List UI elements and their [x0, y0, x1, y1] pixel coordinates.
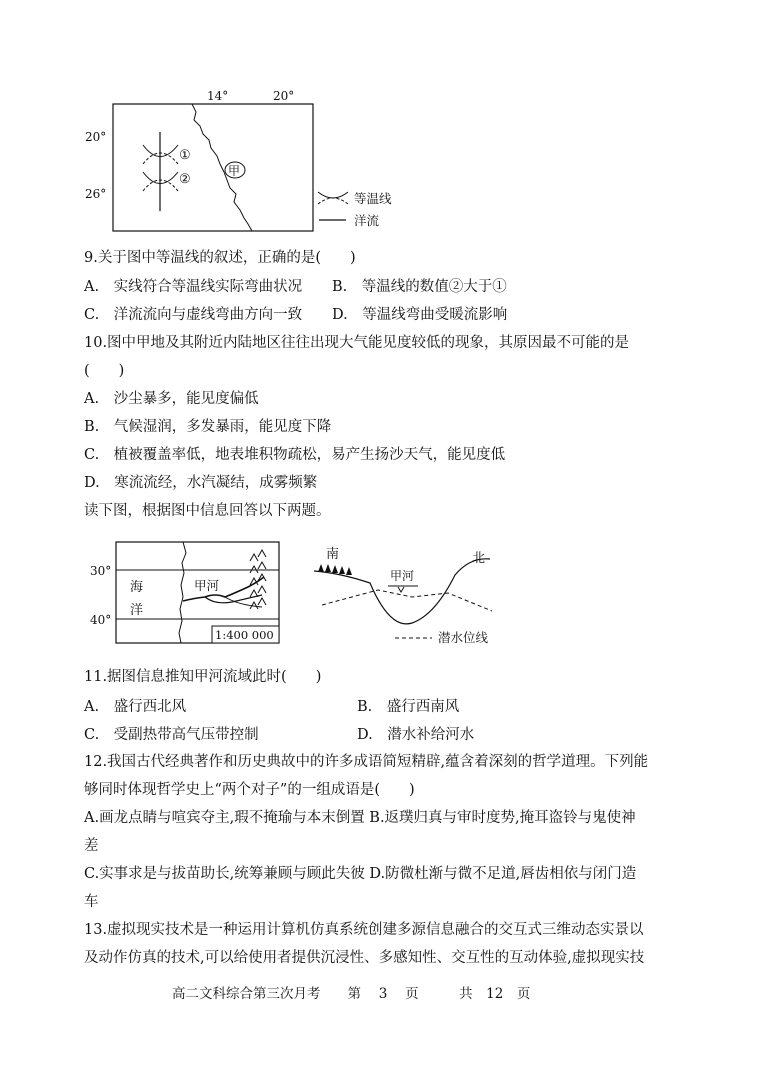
q11-option-b: B. 盛行西南风 — [357, 699, 460, 715]
q10-option-b: B. 气候湿润，多发暴雨，能见度下降 — [84, 419, 332, 435]
q9-option-b: B. 等温线的数值②大于① — [332, 279, 507, 295]
south-label: 南 — [326, 547, 340, 562]
mountain-symbols — [250, 550, 266, 609]
map1-frame — [113, 104, 313, 231]
q9-option-c: C. 洋流流向与虚线弯曲方向一致 — [84, 307, 303, 323]
legend-isotherm-symbol-dashed — [318, 198, 348, 204]
legend-water-table-label: 潜水位线 — [438, 630, 489, 645]
lat-label-40: 40° — [90, 613, 112, 627]
q10-option-d: D. 寒流流经，水汽凝结，成雾频繁 — [84, 475, 318, 491]
q12-stem-line1: 12.我国古代经典著作和历史典故中的许多成语简短精辟,蕴含着深刻的哲学道理。下列能 — [84, 754, 649, 770]
scale-text: 1:400 000 — [215, 628, 274, 642]
isotherm-current-map — [0, 0, 760, 240]
q9-option-a: A. 实线符合等温线实际弯曲状况 — [84, 279, 303, 295]
q9-option-d: D. 等温线弯曲受暖流影响 — [332, 307, 508, 323]
q12-stem-line2: 够同时体现哲学史上“两个对子”的一组成语是( ) — [84, 782, 415, 798]
q13-line2: 及动作仿真的技术,可以给使用者提供沉浸性、多感知性、交互性的互动体验,虚拟现实技 — [84, 950, 645, 966]
lat-label-30: 30° — [90, 564, 112, 578]
sea-label-2: 洋 — [130, 603, 144, 618]
north-label: 北 — [472, 551, 486, 566]
lat-label-26: 26° — [85, 187, 107, 201]
q12-option-ab-line2: 差 — [84, 838, 99, 854]
q10-option-a: A. 沙尘暴多，能见度偏低 — [84, 391, 259, 407]
q12-option-ab-line1: A.画龙点睛与喧宾夺主,瑕不掩瑜与本末倒置 B.返璞归真与审时度势,掩耳盗铃与鬼使神 — [84, 810, 636, 826]
map2-coastline — [179, 542, 186, 643]
q10-stem: 10.图中甲地及其附近内陆地区往往出现大气能见度较低的现象，其原因最不可能的是 — [84, 335, 630, 351]
q13-line1: 13.虚拟现实技术是一种运用计算机仿真系统创建多源信息融合的交互式三维动态实景以 — [84, 922, 644, 938]
lon-label-14: 14° — [207, 89, 229, 103]
q10-stem-cont: ( ) — [84, 363, 125, 379]
sea-label-1: 海 — [130, 580, 144, 595]
q10-option-c: C. 植被覆盖率低，地表堆积物疏松，易产生扬沙天气，能见度低 — [84, 447, 506, 463]
section-river-label: 甲河 — [390, 569, 415, 583]
intro-instruction: 读下图，根据图中信息回答以下两题。 — [84, 503, 331, 519]
lat-label-20: 20° — [85, 130, 107, 144]
lon-label-20: 20° — [273, 89, 295, 103]
place-jia-label: 甲 — [228, 164, 241, 178]
isotherm-label-2: ② — [179, 172, 191, 187]
q11-option-a: A. 盛行西北风 — [84, 699, 187, 715]
q11-stem: 11.据图信息推知甲河流域此时( ) — [84, 669, 322, 685]
legend-isotherm-symbol — [318, 192, 348, 198]
map2-river-label: 甲河 — [194, 578, 220, 593]
river-marker — [398, 587, 404, 592]
water-table-line — [322, 590, 492, 611]
q11-option-c: C. 受副热带高气压带控制 — [84, 727, 259, 743]
q12-option-cd-line2: 车 — [84, 894, 99, 910]
legend-current-label: 洋流 — [354, 213, 380, 228]
q12-option-cd-line1: C.实事求是与拔苗助长,统筹兼顾与顾此失彼 D.防微杜渐与微不足道,唇齿相依与闭门造 — [84, 866, 637, 882]
q9-stem: 9.关于图中等温线的叙述，正确的是( ) — [84, 250, 356, 266]
isotherm-label-1: ① — [179, 148, 191, 163]
q11-option-d: D. 潜水补给河水 — [357, 727, 475, 743]
page-footer: 高二文科综合第三次月考 第 3 页 共 12 页 — [172, 986, 531, 1002]
river-map-and-section — [0, 535, 760, 655]
legend-isotherm-label: 等温线 — [354, 191, 392, 206]
